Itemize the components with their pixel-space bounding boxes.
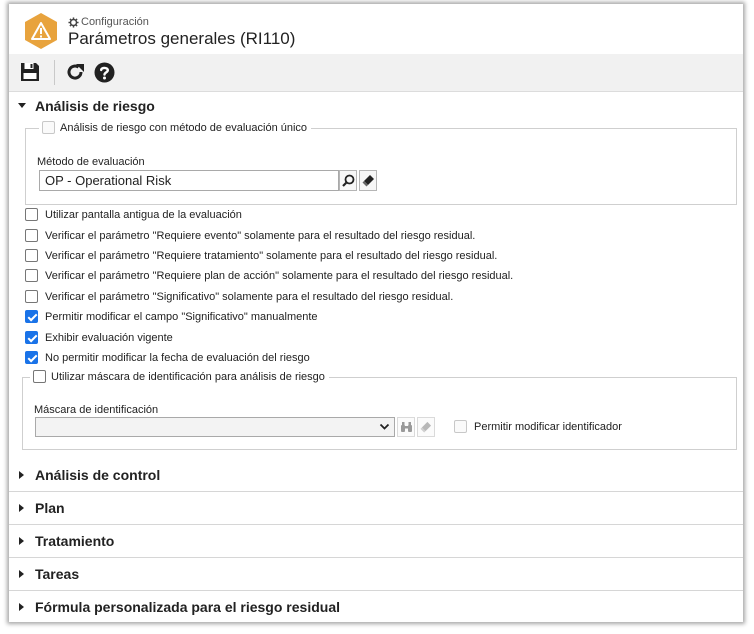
allow-modify-id-checkbox[interactable] bbox=[454, 420, 467, 433]
save-icon bbox=[20, 62, 40, 82]
section-title: Tareas bbox=[35, 566, 80, 582]
allow-modify-id-option[interactable] bbox=[454, 420, 622, 433]
option-checkbox[interactable] bbox=[25, 229, 38, 242]
section-title: Plan bbox=[35, 500, 65, 516]
method-label: Método de evaluación bbox=[37, 156, 145, 168]
refresh-button[interactable] bbox=[64, 61, 86, 83]
page-title: Parámetros generales (RI110) bbox=[68, 29, 296, 48]
caret-right-icon bbox=[19, 603, 25, 611]
refresh-icon bbox=[65, 62, 85, 82]
section-title: Análisis de control bbox=[35, 467, 161, 483]
id-mask-binoculars-button[interactable] bbox=[397, 417, 415, 437]
option-label: Verificar el parámetro "Requiere plan de acción" solamente para el resultado del riesgo residual. bbox=[45, 269, 514, 282]
single-method-checkbox[interactable] bbox=[42, 121, 55, 134]
id-mask-checkbox[interactable] bbox=[33, 370, 46, 383]
caret-right-icon bbox=[19, 537, 25, 545]
eraser-icon bbox=[420, 421, 432, 433]
gear-icon bbox=[68, 17, 79, 28]
single-method-group bbox=[25, 121, 737, 205]
option-requires-event[interactable] bbox=[25, 229, 475, 242]
id-mask-select[interactable] bbox=[35, 417, 395, 437]
method-input[interactable]: OP - Operational Risk bbox=[39, 170, 339, 191]
option-label: No permitir modificar la fecha de evaluación del riesgo bbox=[45, 351, 310, 364]
method-search-button[interactable] bbox=[339, 170, 357, 191]
section-title: Fórmula personalizada para el riesgo residual bbox=[35, 599, 340, 615]
section-residual-risk-formula[interactable] bbox=[9, 591, 743, 622]
toolbar-separator bbox=[54, 60, 55, 85]
option-checkbox[interactable] bbox=[25, 249, 38, 262]
toolbar bbox=[9, 54, 743, 92]
binoculars-icon bbox=[400, 421, 413, 433]
id-mask-group bbox=[22, 370, 737, 450]
caret-right-icon bbox=[19, 504, 25, 512]
option-checkbox[interactable] bbox=[25, 269, 38, 282]
id-mask-clear-button[interactable] bbox=[417, 417, 435, 437]
caret-right-icon bbox=[19, 471, 25, 479]
help-button[interactable] bbox=[93, 61, 115, 83]
save-button[interactable] bbox=[19, 61, 41, 83]
option-checkbox[interactable] bbox=[25, 310, 38, 323]
option-modify-significant[interactable] bbox=[25, 310, 318, 323]
section-title: Análisis de riesgo bbox=[35, 98, 155, 114]
option-requires-treatment[interactable] bbox=[25, 249, 497, 262]
section-risk-analysis[interactable] bbox=[9, 90, 743, 122]
id-mask-label: Máscara de identificación bbox=[34, 404, 159, 416]
page-header bbox=[9, 4, 743, 55]
section-tasks[interactable] bbox=[9, 558, 743, 590]
option-checkbox[interactable] bbox=[25, 208, 38, 221]
section-title: Tratamiento bbox=[35, 533, 115, 549]
single-method-label: Análisis de riesgo con método de evaluación único bbox=[60, 121, 308, 134]
option-lock-evaluation-date[interactable] bbox=[25, 351, 310, 364]
option-label: Exhibir evaluación vigente bbox=[45, 331, 173, 344]
chevron-down-icon bbox=[379, 421, 390, 432]
app-window bbox=[9, 4, 743, 622]
search-icon bbox=[342, 174, 355, 187]
option-label: Verificar el parámetro "Significativo" solamente para el resultado del riesgo residual. bbox=[45, 290, 454, 303]
allow-modify-id-label: Permitir modificar identificador bbox=[474, 420, 622, 433]
section-plan[interactable] bbox=[9, 492, 743, 524]
option-old-screen[interactable] bbox=[25, 208, 242, 221]
option-checkbox[interactable] bbox=[25, 290, 38, 303]
section-treatment[interactable] bbox=[9, 525, 743, 557]
option-checkbox[interactable] bbox=[25, 351, 38, 364]
caret-right-icon bbox=[19, 570, 25, 578]
warning-hexagon-icon bbox=[24, 12, 58, 50]
option-requires-action-plan[interactable] bbox=[25, 269, 513, 282]
option-label: Verificar el parámetro "Requiere evento" solamente para el resultado del riesgo residual. bbox=[45, 229, 476, 242]
id-mask-group-label: Utilizar máscara de identificación para análisis de riesgo bbox=[51, 370, 325, 383]
breadcrumb-label: Configuración bbox=[81, 16, 149, 28]
help-icon bbox=[94, 62, 115, 83]
option-label: Permitir modificar el campo "Significativo" manualmente bbox=[45, 310, 318, 323]
option-label: Verificar el parámetro "Requiere tratamiento" solamente para el resultado del riesgo residual. bbox=[45, 249, 498, 262]
method-clear-button[interactable] bbox=[359, 170, 377, 191]
single-method-legend bbox=[39, 121, 311, 134]
option-show-current-evaluation[interactable] bbox=[25, 331, 173, 344]
option-label: Utilizar pantalla antigua de la evaluación bbox=[45, 208, 242, 221]
id-mask-legend bbox=[30, 370, 329, 383]
eraser-icon bbox=[362, 174, 375, 187]
option-significant[interactable] bbox=[25, 290, 453, 303]
section-control-analysis[interactable] bbox=[9, 459, 743, 491]
breadcrumb bbox=[68, 16, 149, 28]
option-checkbox[interactable] bbox=[25, 331, 38, 344]
caret-down-icon bbox=[18, 103, 26, 109]
